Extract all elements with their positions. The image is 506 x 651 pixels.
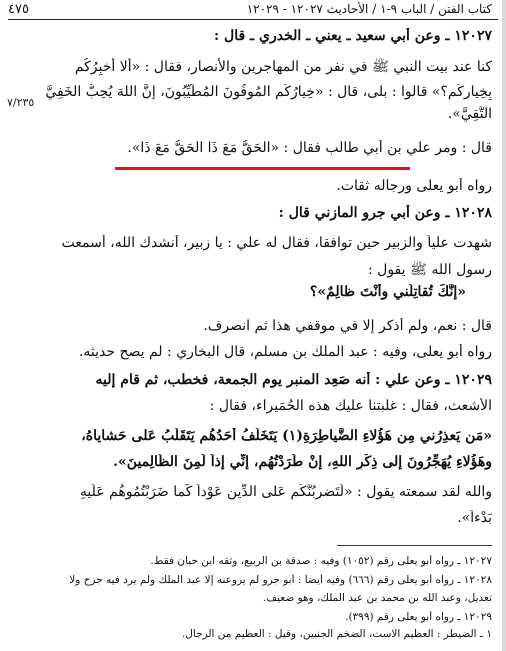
footnote: ١٢٠٢٧ ـ رواه أبو يعلى رقم (١٠٥٢) وفيه : صدقة بن الربيع، وثقه ابن حبان فقط. — [150, 555, 492, 567]
text-line: رسول الله ﷺ يقول : — [367, 262, 492, 278]
running-title: كتاب الفتن / الباب ٩-١ / الأحاديث ١٢٠٢٧ - ١٢٠٢٩ — [246, 2, 492, 16]
text-line: رواه أبو يعلى، وفيه : عبد الملك بن مسلم، قال البخاري : لم يصح حديثه. — [78, 344, 492, 360]
text-line: بِخِيارِكُم؟» قالوا : بلى، قال : «خِيارُكُم المُوفُونَ المُطَيِّبُونَ، إنَّ اللهَ يُحِبُّ الخَفِيَّ — [45, 84, 492, 100]
text-line: التَّقِيَّ». — [447, 106, 492, 122]
red-underline — [115, 167, 410, 170]
quote-line: «إنَّكَ تُقاتِلُني وأَنْتَ ظالِمٌ»؟ — [309, 284, 466, 300]
quote-line: وهَؤُلاءِ يُهَجِّرُونَ إلى ذِكْرِ اللهِ، إنْ طَرَدْتُهُم، إنِّي إذاً لَمِنَ الظَّالِمينَ». — [113, 454, 492, 470]
hadith-12027-heading: ١٢٠٢٧ ـ وعن أبي سعيد ـ يعني ـ الخدري ـ قال : — [213, 28, 492, 44]
text-line: كنا عند بيت النبي ﷺ في نفر من المهاجرين والأنصار، فقال : «ألا أُخبِرُكُم — [74, 59, 492, 75]
text-line: قال : نعم، ولم أذكر إلا في موقفي هذا ثم انصرف. — [203, 318, 492, 334]
text-line: شهدت علياً والزبير حين توافقا، فقال له علي : يا زبير، أنشدك الله، أسمعت — [61, 235, 492, 251]
footnote: ١ ـ الضيطر : العظيم الاست، الضخم الجنبين، وقيل : العظيم من الرجال. — [181, 628, 492, 640]
text-line: والله لقد سمعته يقول : «لَتَضرِبُنَّكُم عَلى الدِّينِ عَوْداً كَما ضَرَبْتُمُوهُم عَلَيهِ — [79, 484, 492, 500]
page-edge-shadow — [502, 0, 506, 651]
hadith-12028-heading: ١٢٠٢٨ ـ وعن أبي جرو المازني قال : — [278, 205, 492, 221]
footnote: ١٢٠٢٩ ـ رواه أبو يعلى رقم (٣٩٩). — [345, 611, 492, 623]
side-reference: ٧/٢٣٥ — [7, 96, 35, 109]
text-line: بَدْءاً». — [457, 510, 492, 526]
footnote: ١٢٠٢٨ ـ رواه أبو يعلى رقم (٦٦٦) وفيه أيضاً : أبو جرو لم يروعنه إلا عبد الملك ولم يرد فيه جرح ولا — [69, 574, 492, 586]
text-line-highlighted: قال : ومر علي بن أبي طالب فقال : «الحَقُّ مَعَ ذَا الحَقُّ مَعَ ذَا». — [127, 140, 492, 156]
page-number: ٤٧٥ — [8, 2, 29, 17]
text-line: الأشعث، فقال : غلبتنا عليك هذه الحُمَيراء، فقال : — [209, 398, 492, 414]
footnote: تعديل، وعبد الله بن محمد بن عبد الملك، وهو ضعيف. — [262, 592, 492, 604]
text-line: رواه أبو يعلى ورجاله ثقات. — [336, 178, 492, 194]
hadith-12029-heading: ١٢٠٢٩ ـ وعن علي : أنه صَعِد المنبر يوم الجمعة، فخطب، ثم قام إليه — [95, 372, 492, 388]
quote-line: «مَن يَعذِرُني مِن هَؤُلاءِ الضَّياطِرَةِ(١) يَتَخَلَّفُ أَحَدُهُم يَتَقَلَّبُ عَلى حَشاياهُ، — [81, 428, 492, 444]
footnote-separator — [337, 545, 492, 546]
header-rule — [8, 19, 498, 20]
